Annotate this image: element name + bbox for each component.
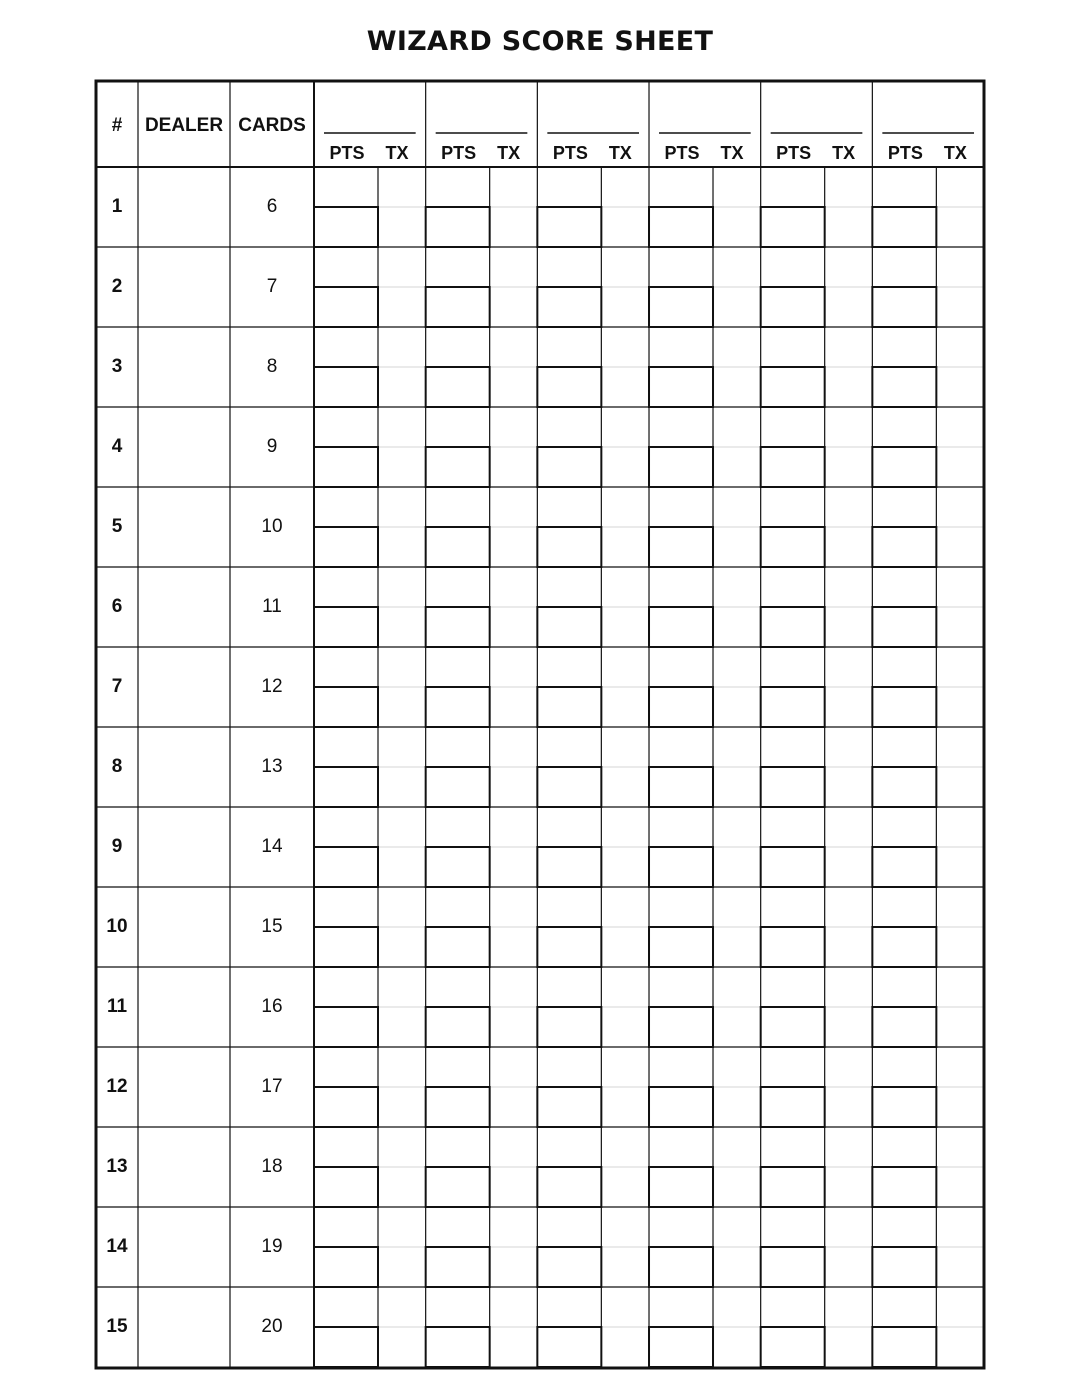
tx-tricks-cell[interactable]	[490, 887, 538, 967]
round-number: 5	[111, 516, 123, 537]
header-number-label: #	[111, 115, 123, 136]
pts-score-cell[interactable]	[426, 1247, 490, 1287]
pts-score-cell[interactable]	[872, 1167, 936, 1207]
tx-tricks-cell[interactable]	[601, 727, 649, 807]
pts-score-cell[interactable]	[649, 607, 713, 647]
round-cards: 19	[261, 1236, 283, 1257]
pts-score-cell[interactable]	[426, 767, 490, 807]
pts-score-cell[interactable]	[761, 607, 825, 647]
round-number: 4	[111, 436, 123, 457]
pts-score-cell[interactable]	[537, 1087, 601, 1127]
tx-tricks-cell[interactable]	[378, 167, 426, 247]
tx-tricks-cell[interactable]	[378, 1127, 426, 1207]
pts-score-cell[interactable]	[761, 767, 825, 807]
pts-score-cell[interactable]	[314, 1007, 378, 1047]
pts-score-cell[interactable]	[649, 447, 713, 487]
pts-score-cell[interactable]	[649, 687, 713, 727]
pts-score-cell[interactable]	[649, 1247, 713, 1287]
pts-score-cell[interactable]	[426, 287, 490, 327]
tx-tricks-cell[interactable]	[713, 487, 761, 567]
tx-tricks-cell[interactable]	[378, 887, 426, 967]
pts-score-cell[interactable]	[537, 1327, 601, 1367]
tx-tricks-cell[interactable]	[490, 567, 538, 647]
pts-score-cell[interactable]	[537, 1007, 601, 1047]
tx-tricks-cell[interactable]	[713, 167, 761, 247]
player-name-field[interactable]	[659, 111, 751, 135]
pts-score-cell[interactable]	[426, 687, 490, 727]
tx-tricks-cell[interactable]	[936, 1047, 984, 1127]
pts-score-cell[interactable]	[649, 847, 713, 887]
tx-tricks-cell[interactable]	[490, 1127, 538, 1207]
pts-score-cell[interactable]	[872, 927, 936, 967]
pts-score-cell[interactable]	[649, 927, 713, 967]
round-cards: 16	[261, 996, 283, 1017]
dealer-cell[interactable]	[138, 487, 230, 567]
tx-tricks-cell[interactable]	[490, 1207, 538, 1287]
tx-tricks-cell[interactable]	[490, 967, 538, 1047]
tx-tricks-cell[interactable]	[825, 887, 873, 967]
player-name-field[interactable]	[882, 111, 974, 135]
tx-tricks-cell[interactable]	[713, 247, 761, 327]
tx-tricks-cell[interactable]	[713, 327, 761, 407]
pts-score-cell[interactable]	[649, 1167, 713, 1207]
dealer-cell[interactable]	[138, 407, 230, 487]
dealer-cell[interactable]	[138, 887, 230, 967]
pts-score-cell[interactable]	[761, 527, 825, 567]
tx-tricks-cell[interactable]	[378, 567, 426, 647]
pts-score-cell[interactable]	[537, 927, 601, 967]
tx-tricks-cell[interactable]	[713, 887, 761, 967]
tx-tricks-cell[interactable]	[825, 1047, 873, 1127]
tx-tricks-cell[interactable]	[713, 1287, 761, 1367]
tx-tricks-cell[interactable]	[378, 487, 426, 567]
round-cards: 10	[261, 516, 283, 537]
pts-score-cell[interactable]	[872, 447, 936, 487]
pts-score-cell[interactable]	[649, 1007, 713, 1047]
pts-score-cell[interactable]	[649, 1327, 713, 1367]
pts-score-cell[interactable]	[426, 207, 490, 247]
header-pts-label: PTS	[887, 143, 923, 163]
pts-score-cell[interactable]	[872, 847, 936, 887]
pts-score-cell[interactable]	[537, 367, 601, 407]
round-cards: 15	[261, 916, 283, 937]
pts-score-cell[interactable]	[649, 1087, 713, 1127]
tx-tricks-cell[interactable]	[601, 807, 649, 887]
tx-tricks-cell[interactable]	[825, 1287, 873, 1367]
pts-score-cell[interactable]	[537, 1247, 601, 1287]
tx-tricks-cell[interactable]	[713, 407, 761, 487]
tx-tricks-cell[interactable]	[713, 567, 761, 647]
tx-tricks-cell[interactable]	[378, 967, 426, 1047]
round-cards: 11	[262, 596, 282, 617]
header-cards-label: CARDS	[238, 115, 306, 136]
header-tx-label: TX	[720, 143, 744, 163]
tx-tricks-cell[interactable]	[601, 487, 649, 567]
dealer-cell[interactable]	[138, 1207, 230, 1287]
player-name-field[interactable]	[436, 111, 528, 135]
dealer-cell[interactable]	[138, 807, 230, 887]
dealer-cell[interactable]	[138, 727, 230, 807]
player-name-field[interactable]	[547, 111, 639, 135]
pts-score-cell[interactable]	[537, 447, 601, 487]
tx-tricks-cell[interactable]	[713, 727, 761, 807]
pts-score-cell[interactable]	[314, 847, 378, 887]
round-number: 10	[106, 916, 128, 937]
tx-tricks-cell[interactable]	[713, 647, 761, 727]
tx-tricks-cell[interactable]	[936, 727, 984, 807]
round-cards: 14	[261, 836, 283, 857]
round-number: 11	[106, 996, 128, 1017]
pts-score-cell[interactable]	[872, 1327, 936, 1367]
pts-score-cell[interactable]	[426, 1167, 490, 1207]
tx-tricks-cell[interactable]	[490, 327, 538, 407]
tx-tricks-cell[interactable]	[713, 967, 761, 1047]
tx-tricks-cell[interactable]	[936, 1127, 984, 1207]
round-number: 12	[106, 1076, 128, 1097]
tx-tricks-cell[interactable]	[825, 1127, 873, 1207]
tx-tricks-cell[interactable]	[378, 407, 426, 487]
round-cards: 17	[261, 1076, 283, 1097]
pts-score-cell[interactable]	[426, 367, 490, 407]
tx-tricks-cell[interactable]	[601, 1287, 649, 1367]
tx-tricks-cell[interactable]	[936, 1287, 984, 1367]
pts-score-cell[interactable]	[649, 767, 713, 807]
tx-tricks-cell[interactable]	[713, 1207, 761, 1287]
pts-score-cell[interactable]	[537, 687, 601, 727]
pts-score-cell[interactable]	[872, 527, 936, 567]
tx-tricks-cell[interactable]	[601, 407, 649, 487]
header-tx-label: TX	[385, 143, 409, 163]
tx-tricks-cell[interactable]	[936, 967, 984, 1047]
score-sheet-table	[96, 81, 984, 1368]
round-cards: 20	[261, 1316, 283, 1337]
pts-score-cell[interactable]	[537, 287, 601, 327]
round-cards: 18	[261, 1156, 283, 1177]
dealer-cell[interactable]	[138, 247, 230, 327]
pts-score-cell[interactable]	[872, 367, 936, 407]
pts-score-cell[interactable]	[761, 367, 825, 407]
tx-tricks-cell[interactable]	[378, 1207, 426, 1287]
header-pts-label: PTS	[552, 143, 588, 163]
tx-tricks-cell[interactable]	[378, 807, 426, 887]
round-cards: 8	[266, 356, 278, 377]
pts-score-cell[interactable]	[872, 207, 936, 247]
header-tx-label: TX	[497, 143, 521, 163]
pts-score-cell[interactable]	[314, 1327, 378, 1367]
dealer-cell[interactable]	[138, 167, 230, 247]
tx-tricks-cell[interactable]	[825, 647, 873, 727]
round-number: 7	[111, 676, 123, 697]
tx-tricks-cell[interactable]	[825, 327, 873, 407]
tx-tricks-cell[interactable]	[825, 807, 873, 887]
tx-tricks-cell[interactable]	[713, 1127, 761, 1207]
tx-tricks-cell[interactable]	[490, 647, 538, 727]
tx-tricks-cell[interactable]	[601, 167, 649, 247]
tx-tricks-cell[interactable]	[936, 407, 984, 487]
dealer-cell[interactable]	[138, 1047, 230, 1127]
round-number: 2	[111, 276, 123, 297]
tx-tricks-cell[interactable]	[825, 1207, 873, 1287]
pts-score-cell[interactable]	[761, 287, 825, 327]
pts-score-cell[interactable]	[537, 1167, 601, 1207]
pts-score-cell[interactable]	[537, 527, 601, 567]
tx-tricks-cell[interactable]	[825, 247, 873, 327]
pts-score-cell[interactable]	[426, 607, 490, 647]
tx-tricks-cell[interactable]	[490, 167, 538, 247]
tx-tricks-cell[interactable]	[936, 247, 984, 327]
round-cards: 12	[261, 676, 283, 697]
tx-tricks-cell[interactable]	[601, 887, 649, 967]
tx-tricks-cell[interactable]	[936, 487, 984, 567]
pts-score-cell[interactable]	[314, 287, 378, 327]
tx-tricks-cell[interactable]	[936, 567, 984, 647]
pts-score-cell[interactable]	[761, 687, 825, 727]
pts-score-cell[interactable]	[426, 1327, 490, 1367]
tx-tricks-cell[interactable]	[713, 807, 761, 887]
pts-score-cell[interactable]	[761, 207, 825, 247]
page-title: WIZARD SCORE SHEET	[366, 26, 714, 57]
header-pts-label: PTS	[664, 143, 700, 163]
pts-score-cell[interactable]	[537, 207, 601, 247]
pts-score-cell[interactable]	[537, 767, 601, 807]
dealer-cell[interactable]	[138, 647, 230, 727]
tx-tricks-cell[interactable]	[936, 327, 984, 407]
pts-score-cell[interactable]	[426, 927, 490, 967]
tx-tricks-cell[interactable]	[490, 487, 538, 567]
header-dealer-label: DEALER	[144, 115, 224, 136]
pts-score-cell[interactable]	[314, 1167, 378, 1207]
round-cards: 6	[266, 196, 278, 217]
round-number: 14	[106, 1236, 128, 1257]
round-cards: 7	[266, 276, 278, 297]
round-cards: 13	[261, 756, 283, 777]
pts-score-cell[interactable]	[761, 1167, 825, 1207]
round-number: 3	[111, 356, 123, 377]
tx-tricks-cell[interactable]	[378, 1047, 426, 1127]
dealer-cell[interactable]	[138, 1287, 230, 1367]
tx-tricks-cell[interactable]	[825, 567, 873, 647]
pts-score-cell[interactable]	[426, 847, 490, 887]
round-number: 13	[106, 1156, 128, 1177]
header-tx-label: TX	[943, 143, 967, 163]
tx-tricks-cell[interactable]	[490, 727, 538, 807]
dealer-cell[interactable]	[138, 327, 230, 407]
pts-score-cell[interactable]	[426, 1007, 490, 1047]
pts-score-cell[interactable]	[537, 607, 601, 647]
pts-score-cell[interactable]	[314, 687, 378, 727]
tx-tricks-cell[interactable]	[825, 727, 873, 807]
pts-score-cell[interactable]	[872, 1087, 936, 1127]
pts-score-cell[interactable]	[314, 367, 378, 407]
tx-tricks-cell[interactable]	[601, 327, 649, 407]
round-cards: 9	[266, 436, 278, 457]
pts-score-cell[interactable]	[314, 927, 378, 967]
round-number: 15	[106, 1316, 128, 1337]
tx-tricks-cell[interactable]	[825, 167, 873, 247]
pts-score-cell[interactable]	[426, 1087, 490, 1127]
tx-tricks-cell[interactable]	[601, 1207, 649, 1287]
round-number: 8	[111, 756, 123, 777]
pts-score-cell[interactable]	[872, 687, 936, 727]
tx-tricks-cell[interactable]	[601, 647, 649, 727]
pts-score-cell[interactable]	[426, 447, 490, 487]
pts-score-cell[interactable]	[649, 367, 713, 407]
pts-score-cell[interactable]	[872, 1247, 936, 1287]
player-name-field[interactable]	[324, 111, 416, 135]
pts-score-cell[interactable]	[761, 1087, 825, 1127]
tx-tricks-cell[interactable]	[378, 247, 426, 327]
round-number: 9	[111, 836, 123, 857]
header-pts-label: PTS	[441, 143, 477, 163]
tx-tricks-cell[interactable]	[713, 1047, 761, 1127]
pts-score-cell[interactable]	[314, 447, 378, 487]
tx-tricks-cell[interactable]	[378, 647, 426, 727]
pts-score-cell[interactable]	[872, 767, 936, 807]
pts-score-cell[interactable]	[314, 527, 378, 567]
pts-score-cell[interactable]	[649, 207, 713, 247]
tx-tricks-cell[interactable]	[936, 807, 984, 887]
pts-score-cell[interactable]	[761, 927, 825, 967]
tx-tricks-cell[interactable]	[378, 727, 426, 807]
tx-tricks-cell[interactable]	[936, 887, 984, 967]
tx-tricks-cell[interactable]	[601, 247, 649, 327]
tx-tricks-cell[interactable]	[936, 1207, 984, 1287]
tx-tricks-cell[interactable]	[490, 1047, 538, 1127]
pts-score-cell[interactable]	[872, 287, 936, 327]
pts-score-cell[interactable]	[761, 447, 825, 487]
pts-score-cell[interactable]	[426, 527, 490, 567]
tx-tricks-cell[interactable]	[825, 407, 873, 487]
pts-score-cell[interactable]	[761, 1007, 825, 1047]
pts-score-cell[interactable]	[761, 847, 825, 887]
pts-score-cell[interactable]	[314, 1087, 378, 1127]
pts-score-cell[interactable]	[314, 207, 378, 247]
round-number: 6	[111, 596, 123, 617]
header-pts-label: PTS	[329, 143, 365, 163]
pts-score-cell[interactable]	[761, 1247, 825, 1287]
dealer-cell[interactable]	[138, 967, 230, 1047]
pts-score-cell[interactable]	[649, 527, 713, 567]
pts-score-cell[interactable]	[314, 1247, 378, 1287]
pts-score-cell[interactable]	[537, 847, 601, 887]
pts-score-cell[interactable]	[872, 607, 936, 647]
tx-tricks-cell[interactable]	[825, 967, 873, 1047]
pts-score-cell[interactable]	[314, 767, 378, 807]
pts-score-cell[interactable]	[649, 287, 713, 327]
header-pts-label: PTS	[776, 143, 812, 163]
tx-tricks-cell[interactable]	[490, 407, 538, 487]
tx-tricks-cell[interactable]	[601, 1047, 649, 1127]
tx-tricks-cell[interactable]	[490, 807, 538, 887]
pts-score-cell[interactable]	[761, 1327, 825, 1367]
tx-tricks-cell[interactable]	[936, 647, 984, 727]
pts-score-cell[interactable]	[314, 607, 378, 647]
tx-tricks-cell[interactable]	[601, 967, 649, 1047]
tx-tricks-cell[interactable]	[601, 1127, 649, 1207]
tx-tricks-cell[interactable]	[378, 1287, 426, 1367]
player-name-field[interactable]	[771, 111, 863, 135]
tx-tricks-cell[interactable]	[378, 327, 426, 407]
dealer-cell[interactable]	[138, 1127, 230, 1207]
header-tx-label: TX	[832, 143, 856, 163]
tx-tricks-cell[interactable]	[825, 487, 873, 567]
tx-tricks-cell[interactable]	[490, 247, 538, 327]
tx-tricks-cell[interactable]	[490, 1287, 538, 1367]
tx-tricks-cell[interactable]	[601, 567, 649, 647]
tx-tricks-cell[interactable]	[936, 167, 984, 247]
pts-score-cell[interactable]	[872, 1007, 936, 1047]
header-tx-label: TX	[608, 143, 632, 163]
dealer-cell[interactable]	[138, 567, 230, 647]
round-number: 1	[111, 196, 123, 217]
